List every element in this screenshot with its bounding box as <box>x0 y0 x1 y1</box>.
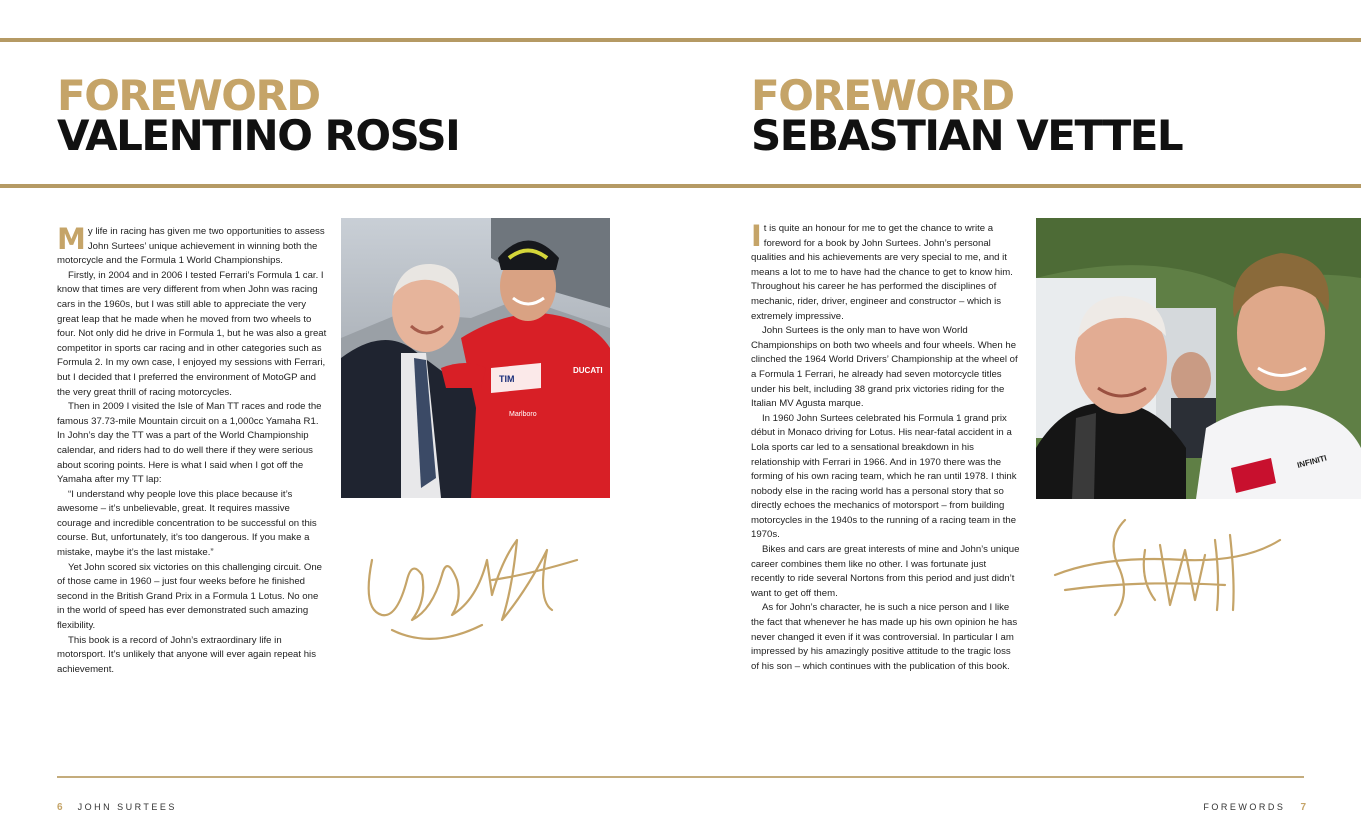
left-first-paragraph <box>57 222 327 269</box>
left-paragraph: Yet John scored six victories on this challenging circuit. One of those came in 1960 – just four weeks before he finished second in the British Grand Prix in a Formula 1 Lotus. No one in the world of speed has ever demonstrated such amazing flexibility. <box>57 561 323 632</box>
right-heading-name: SEBASTIAN VETTEL <box>751 111 1183 160</box>
left-page-number: 6 <box>57 802 63 813</box>
left-dropcap: M <box>57 222 86 256</box>
left-footer <box>57 802 177 813</box>
left-paragraph: This book is a record of John’s extraordinary life in motorsport. It’s unlikely that anyone will ever again repeat his achievement. <box>57 634 316 675</box>
right-body-text <box>751 219 1021 674</box>
header-bottom-rule <box>0 184 1361 188</box>
shirt-text-marlboro: Marlboro <box>509 411 537 418</box>
left-running-title: JOHN SURTEES <box>77 802 177 812</box>
right-paragraph: John Surtees is the only man to have won World Championships on both two wheels and four wheels. When he clinched the 1964 World Drivers’ Championship at the wheel of a Formula 1 Ferrari, he already had seven motorcycle titles under his belt, including 38 grand prix victories riding for the Italian MV Agusta marque. <box>751 325 1018 410</box>
photo-surtees-rossi-illustration <box>341 218 610 498</box>
right-paragraph: As for John’s character, he is such a nice person and I like the fact that whenever he has made up his own opinion he has never changed it even if it was controversial. In particular I am impressed by his amazingly positive attitude to the tragic loss of his son – which continues with the publication of this book. <box>751 602 1018 672</box>
left-paragraph: Then in 2009 I visited the Isle of Man TT races and rode the famous 37.73-mile Mountain circuit on a 1,000cc Yamaha R1. In John’s day the TT was a part of the World Championship calendar, and riders had to do well there if they were serious about scoring points. Here is what I said when I got off the Yamaha after my TT lap: <box>57 401 322 486</box>
right-heading-foreword: FOREWORD <box>751 71 1014 120</box>
left-heading-foreword: FOREWORD <box>57 71 320 120</box>
photo-surtees-rossi <box>341 218 610 498</box>
right-running-title: FOREWORDS <box>1203 802 1286 812</box>
right-footer <box>1203 802 1306 813</box>
left-paragraph: Firstly, in 2004 and in 2006 I tested Ferrari’s Formula 1 car. I know that times are very different from when John was racing cars in the 1960s, but I was still able to appreciate the very great leap that he made when he moved from two wheels to four. Not only did he drive in Formula 1, but he was also a great competitor in sports car racing and in other categories such as Formula 2. In my own case, I enjoyed my sessions with Ferrari, but I decided that I preferred the environment of MotoGP and the very great thrill of racing motorcycles. <box>57 269 327 398</box>
left-body-text <box>57 222 327 677</box>
vettel-signature <box>1045 510 1285 630</box>
suit-text-infiniti: INFINITI <box>1296 453 1328 470</box>
shirt-text-tim: TIM <box>499 374 515 384</box>
left-heading-name: VALENTINO ROSSI <box>57 111 460 160</box>
left-first-paragraph-text: y life in racing has given me two opportunities to assess John Surtees’ unique achievement in winning both the motorcycle and the Formula 1 World Championships. <box>57 226 325 267</box>
photo-surtees-vettel <box>1036 218 1361 499</box>
right-paragraph: In 1960 John Surtees celebrated his Formula 1 grand prix début in Monaco driving for Lotus. His near-fatal accident in a Lola sports car led to a sensational breakdown in his relationship with Ferrari in 1966. And in 1970 there was the forming of his own racing team, which he ran until 1978. I think nobody else in the racing world has a personal story that so directly echoes the mechanics of motorsport – from building motorcycles in the 1940s to the running of a racing team in the 1970s. <box>751 412 1017 541</box>
right-heading <box>751 71 1183 160</box>
left-heading <box>57 71 460 160</box>
shirt-text-ducati: DUCATI <box>573 366 603 375</box>
right-page-number: 7 <box>1300 802 1306 813</box>
right-first-paragraph <box>751 219 1021 324</box>
left-paragraph: “I understand why people love this place because it’s awesome – it’s unbelievable, great. It requires massive courage and incredible concentration to be successful on this course. But, unfortunately, it’s too dangerous. If you make a mistake, maybe it’s the last mistake.” <box>57 488 317 559</box>
right-dropcap: I <box>751 219 762 253</box>
top-rule <box>0 38 1361 42</box>
rossi-signature <box>352 520 582 660</box>
photo-surtees-vettel-illustration <box>1036 218 1361 499</box>
right-paragraph: Bikes and cars are great interests of mine and John’s unique career combines them like no other. I was fortunate just recently to ride several Nortons from this period and just didn’t want to get off them. <box>751 544 1020 599</box>
right-first-paragraph-text: t is quite an honour for me to get the chance to write a foreword for a book by John Surtees. John’s personal qualities and his achievements are very special to me, and it means a lot to me to have had the chance to get to know him. Throughout his career he has performed the disciplines of mechanic, rider, driver, engineer and constructor – which is extremely impressive. <box>751 223 1013 322</box>
footer-rule <box>57 776 1304 778</box>
